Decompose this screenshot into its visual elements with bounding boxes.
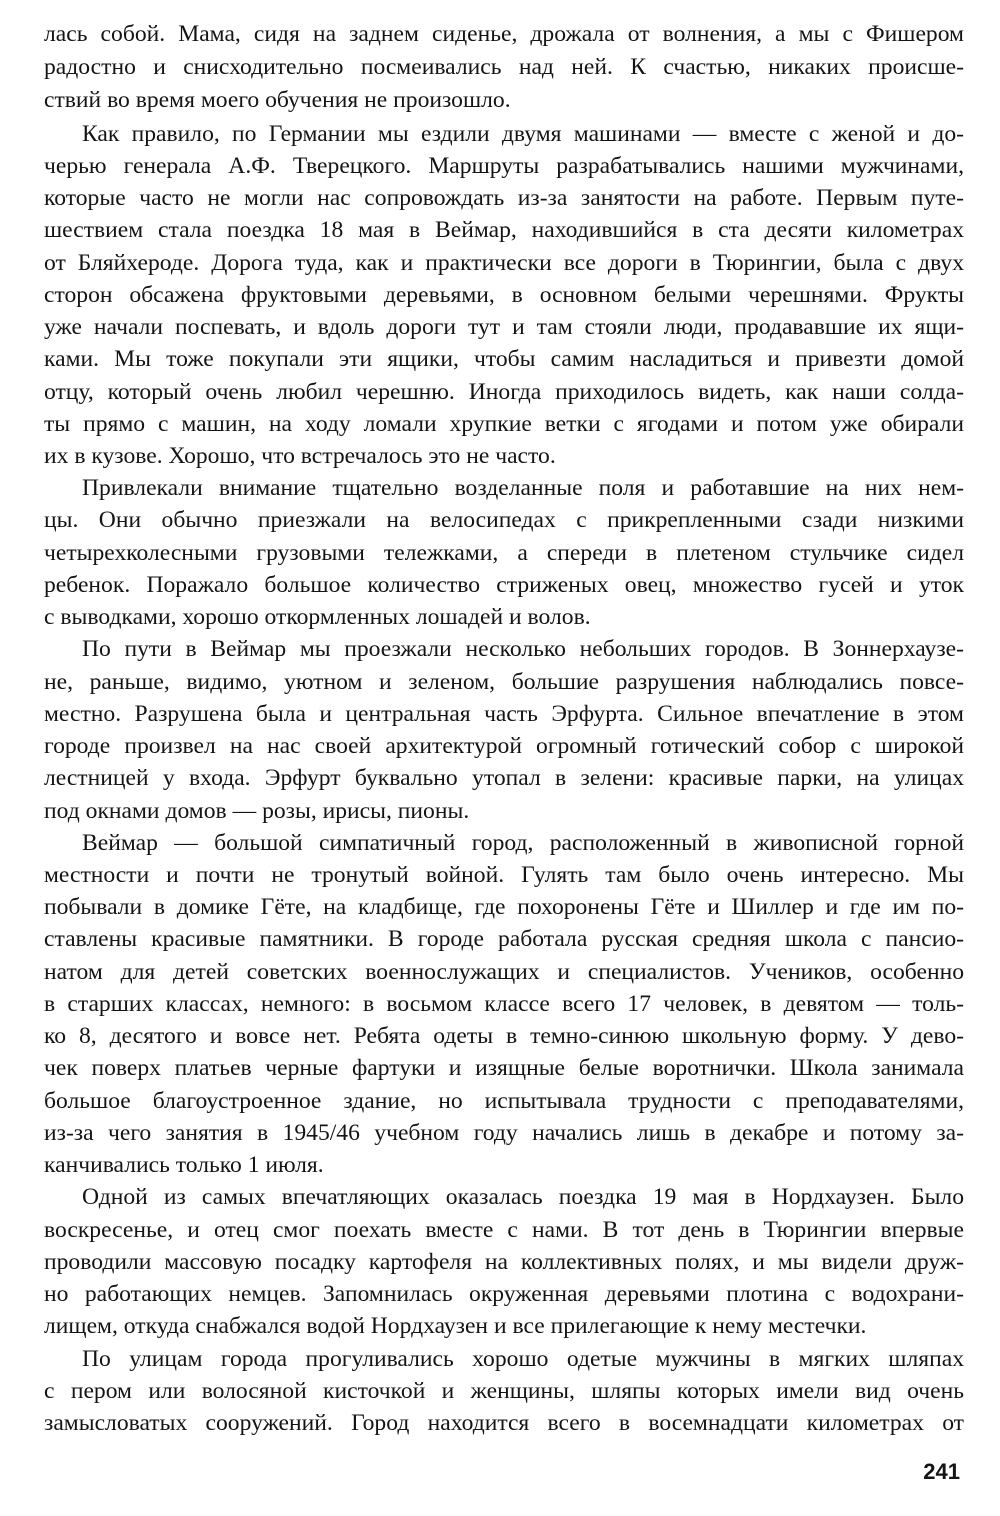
text-line: которые часто не могли нас сопровождать из-за занятости на работе. Первым путе- xyxy=(44,185,964,211)
text-line: с выводками, хорошо откормленных лошадей и волов. xyxy=(44,604,591,630)
text-line: уже начали поспевать, и вдоль дороги тут и там стояли люди, продававшие их ящи- xyxy=(44,314,964,340)
text-line: их в кузове. Хорошо, что встречалось это не часто. xyxy=(44,443,556,469)
text-line: замысловатых сооружений. Город находится всего в восемнадцати километрах от xyxy=(44,1410,964,1436)
text-line: местности и почти не тронутый войной. Гулять там было очень интересно. Мы xyxy=(44,862,964,888)
text-line: ко 8, десятого и вовсе нет. Ребята одеты в темно-синюю школьную форму. У дево- xyxy=(44,1023,964,1049)
text-line: но работающих немцев. Запомнилась окруженная деревьями плотина с водохрани- xyxy=(44,1281,964,1307)
text-line: под окнами домов — розы, ирисы, пионы. xyxy=(44,798,470,824)
text-line: местно. Разрушена была и центральная часть Эрфурта. Сильное впечатление в этом xyxy=(44,701,964,727)
text-line: от Бляйхероде. Дорога туда, как и практически все дороги в Тюрингии, была с двух xyxy=(44,250,964,276)
text-line: из-за чего занятия в 1945/46 учебном году начались лишь в декабре и потому за- xyxy=(44,1120,964,1146)
text-line: побывали в домике Гёте, на кладбище, где похоронены Гёте и Шиллер и где им по- xyxy=(44,894,964,920)
text-line: воскресенье, и отец смог поехать вместе с нами. В тот день в Тюрингии впервые xyxy=(44,1217,964,1243)
text-line: ставлены красивые памятники. В городе работала русская средняя школа с пансио- xyxy=(44,926,964,952)
text-line: проводили массовую посадку картофеля на коллективных полях, и мы видели друж- xyxy=(44,1249,964,1275)
text-line: лестницей у входа. Эрфурт буквально утопал в зелени: красивые парки, на улицах xyxy=(44,765,964,791)
text-line: радостно и снисходительно посмеивались над ней. К счастью, никаких происше- xyxy=(44,54,964,80)
text-line: четырехколесными грузовыми тележками, а спереди в плетеном стульчике сидел xyxy=(44,540,964,566)
text-line: черью генерала А.Ф. Тверецкого. Маршруты разрабатывались нашими мужчинами, xyxy=(44,153,964,179)
text-line: ты прямо с машин, на ходу ломали хрупкие ветки с ягодами и потом уже обирали xyxy=(44,411,964,437)
text-line: городе произвел на нас своей архитектурой огромный готический собор с широкой xyxy=(44,733,964,759)
text-line: в старших классах, немного: в восьмом классе всего 17 человек, в девятом — толь- xyxy=(44,991,964,1017)
text-line: лась собой. Мама, сидя на заднем сиденье, дрожала от волнения, а мы с Фишером xyxy=(44,21,964,47)
text-line: натом для детей советских военнослужащих и специалистов. Учеников, особенно xyxy=(44,959,964,985)
text-line: шествием стала поездка 18 мая в Веймар, находившийся в ста десяти километрах xyxy=(44,217,964,243)
text-line: не, раньше, видимо, уютном и зеленом, большие разрушения наблюдались повсе- xyxy=(44,669,964,695)
text-line: чек поверх платьев черные фартуки и изящные белые воротнички. Школа занимала xyxy=(44,1055,964,1081)
text-line: Одной из самых впечатляющих оказалась поездка 19 мая в Нордхаузен. Было xyxy=(82,1184,964,1210)
page-number: 241 xyxy=(923,1459,960,1484)
text-line: отцу, который очень любил черешню. Иногда приходилось видеть, как наши солда- xyxy=(44,379,964,405)
text-line: ками. Мы тоже покупали эти ящики, чтобы самим насладиться и привезти домой xyxy=(44,346,964,372)
text-line: Как правило, по Германии мы ездили двумя машинами — вместе с женой и до- xyxy=(82,121,964,147)
text-line: По пути в Веймар мы проезжали несколько небольших городов. В Зоннерхаузе- xyxy=(82,636,964,662)
text-line: По улицам города прогуливались хорошо одетые мужчины в мягких шляпах xyxy=(82,1346,964,1372)
text-line: канчивались только 1 июля. xyxy=(44,1152,324,1178)
text-line: большое благоустроенное здание, но испытывала трудности с преподавателями, xyxy=(44,1088,964,1114)
text-line: сторон обсажена фруктовыми деревьями, в основном белыми черешнями. Фрукты xyxy=(44,282,964,308)
text-line: цы. Они обычно приезжали на велосипедах с прикрепленными сзади низкими xyxy=(44,507,964,533)
text-line: лищем, откуда снабжался водой Нордхаузен и все прилегающие к нему местечки. xyxy=(44,1313,867,1339)
text-line: с пером или волосяной кисточкой и женщины, шляпы которых имели вид очень xyxy=(44,1378,964,1404)
text-line: Привлекали внимание тщательно возделанные поля и работавшие на них нем- xyxy=(82,475,964,501)
text-line: ребенок. Поражало большое количество стриженых овец, множество гусей и уток xyxy=(44,572,964,598)
text-line: ствий во время моего обучения не произошло. xyxy=(44,87,511,113)
text-line: Веймар — большой симпатичный город, расположенный в живописной горной xyxy=(82,830,964,856)
